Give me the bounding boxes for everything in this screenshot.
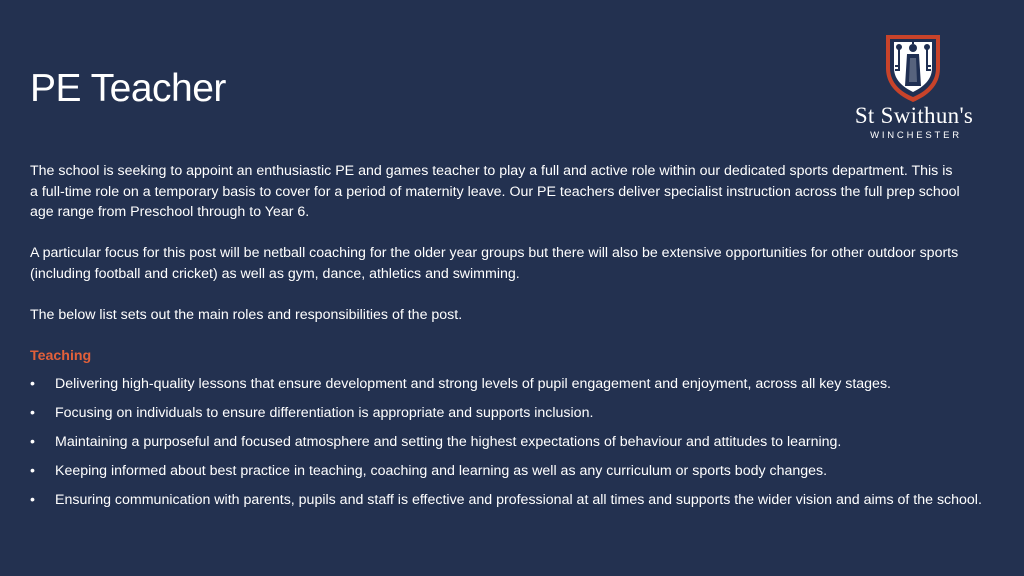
list-item (30, 432, 990, 453)
intro-paragraph-3: The below list sets out the main roles and responsibilities of the post. (30, 307, 463, 323)
list-item-text: Keeping informed about best practice in teaching, coaching and learning as well as any curriculum or sports body changes. (55, 463, 828, 479)
list-item (30, 461, 990, 482)
teaching-responsibilities-list (30, 374, 990, 519)
school-name: St Swithun's (854, 103, 974, 128)
list-item-text: Maintaining a purposeful and focused atmosphere and setting the highest expectations of behaviour and attitudes to learning. (55, 434, 842, 450)
list-item-text: Focusing on individuals to ensure differentiation is appropriate and supports inclusion. (55, 405, 594, 421)
list-item (30, 490, 990, 511)
school-location: WINCHESTER (870, 130, 962, 141)
list-item-text: Ensuring communication with parents, pupils and staff is effective and professional at all times and supports the wider vision and aims of the school. (55, 492, 982, 508)
page-title: PE Teacher (30, 67, 226, 110)
school-logo (834, 32, 994, 144)
bullet-icon: • (30, 434, 35, 450)
list-item-text: Delivering high-quality lessons that ensure development and strong levels of pupil engagement and enjoyment, across all key stages. (55, 376, 891, 392)
intro-paragraph-1: The school is seeking to appoint an enthusiastic PE and games teacher to play a full and active role within our dedicated sports department. This is a full-time role on a temporary basis to cover for a period of maternity leave. Our PE teachers deliver specialist instruction across the full prep school age range from Preschool through to Year 6. (30, 163, 960, 220)
school-crest-icon (883, 32, 943, 104)
bullet-icon: • (30, 463, 35, 479)
intro-paragraph-2: A particular focus for this post will be netball coaching for the older year groups but there will also be extensive opportunities for other outdoor sports (including football and cricket) as well as gym, dance, athletics and swimming. (30, 245, 959, 282)
bullet-icon: • (30, 492, 35, 508)
teaching-heading: Teaching (30, 348, 92, 364)
list-item (30, 374, 990, 395)
list-item (30, 403, 990, 424)
bullet-icon: • (30, 405, 35, 421)
bullet-icon: • (30, 376, 35, 392)
